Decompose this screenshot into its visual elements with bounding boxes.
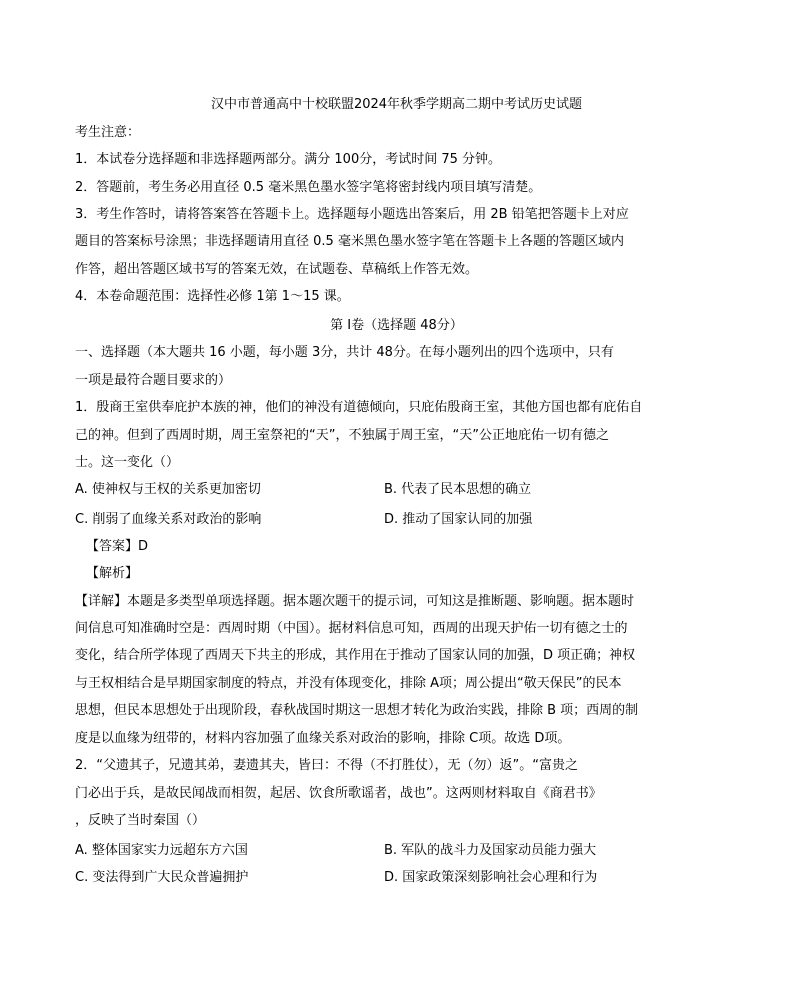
q1-option-a: A. 使神权与王权的关系更加密切 [75,482,261,497]
q1-analysis: 与王权相结合是早期国家制度的特点，并没有体现变化，排除 A项；周公提出“敬天保民”的民本 [75,676,622,691]
q1-analysis: 思想，但民本思想处于出现阶段，春秋战国时期这一思想才转化为政治实践，排除 B 项；西周的制 [75,703,639,718]
q1-stem: 1．殷商王室供奉庇护本族的神，他们的神没有道德倾向，只庇佑殷商王室，其他方国也都有庇佑自 [75,400,643,415]
q1-stem: 士。这一变化（） [75,455,180,470]
notice-item: 题目的答案标号涂黑；非选择题请用直径 0.5 毫米黑色墨水签字笔在答题卡上各题的答题区域内 [75,234,624,249]
section-intro: 一、选择题（本大题共 16 小题，每小题 3分，共计 48分。在每小题列出的四个选项中，只有 [75,345,614,360]
exam-title: 汉中市普通高中十校联盟2024年秋季学期高二期中考试历史试题 [210,97,583,112]
q1-analysis-label: 【解析】 [86,566,139,581]
q1-analysis: 度是以血缘为纽带的，材料内容加强了血缘关系对政治的影响，排除 C项。故选 D项。 [75,731,571,746]
section-title: 第 I卷（选择题 48分） [330,318,463,333]
notice-item: 2．答题前，考生务必用直径 0.5 毫米黑色墨水签字笔将密封线内项目填写清楚。 [75,180,542,195]
notice-item: 4．本卷命题范围：选择性必修 1第 1～15 课。 [75,289,350,304]
q2-stem: ，反映了当时秦国（） [75,813,206,828]
q2-option-b: B. 军队的战斗力及国家动员能力强大 [384,843,597,858]
notice-item: 1．本试卷分选择题和非选择题两部分。满分 100分，考试时间 75 分钟。 [75,152,502,167]
notice-item: 作答，超出答题区域书写的答案无效，在试题卷、草稿纸上作答无效。 [75,262,479,277]
q1-analysis: 【详解】本题是多类型单项选择题。据本题次题干的提示词，可知这是推断题、影响题。据本题时 [75,594,635,609]
q1-analysis: 间信息可知准确时空是：西周时期（中国）。据材料信息可知，西周的出现天护佑一切有德之士的 [75,621,628,636]
q2-stem: 门必出于兵，是故民闻战而相贺，起居、饮食所歌谣者，战也”。这两则材料取自《商君书》 [75,786,602,801]
q2-option-d: D. 国家政策深刻影响社会心理和行为 [384,870,598,885]
q1-analysis: 变化，结合所学体现了西周天下共主的形成，其作用在于推动了国家认同的加强，D 项正确；神权 [75,648,636,663]
q1-option-b: B. 代表了民本思想的确立 [384,482,532,497]
q2-option-c: C. 变法得到广大民众普遍拥护 [75,870,249,885]
notice-heading: 考生注意： [75,125,141,140]
q1-answer: 【答案】D [86,539,149,554]
q1-option-c: C. 削弱了血缘关系对政治的影响 [75,512,262,527]
notice-item: 3．考生作答时，请将答案答在答题卡上。选择题每小题选出答案后，用 2B 铅笔把答题卡上对应 [75,207,629,222]
q2-option-a: A. 整体国家实力远超东方六国 [75,843,248,858]
section-intro: 一项是最符合题目要求的） [75,373,232,388]
q1-stem: 己的神。但到了西周时期，周王室祭祀的“天”，不独属于周王室，“天”公正地庇佑一切有德之 [75,428,609,443]
q1-option-d: D. 推动了国家认同的加强 [384,512,533,527]
q2-stem: 2．“父遗其子，兄遗其弟，妻遗其夫，皆曰：不得（不打胜仗），无（勿）返”。“富贵之 [75,758,578,773]
